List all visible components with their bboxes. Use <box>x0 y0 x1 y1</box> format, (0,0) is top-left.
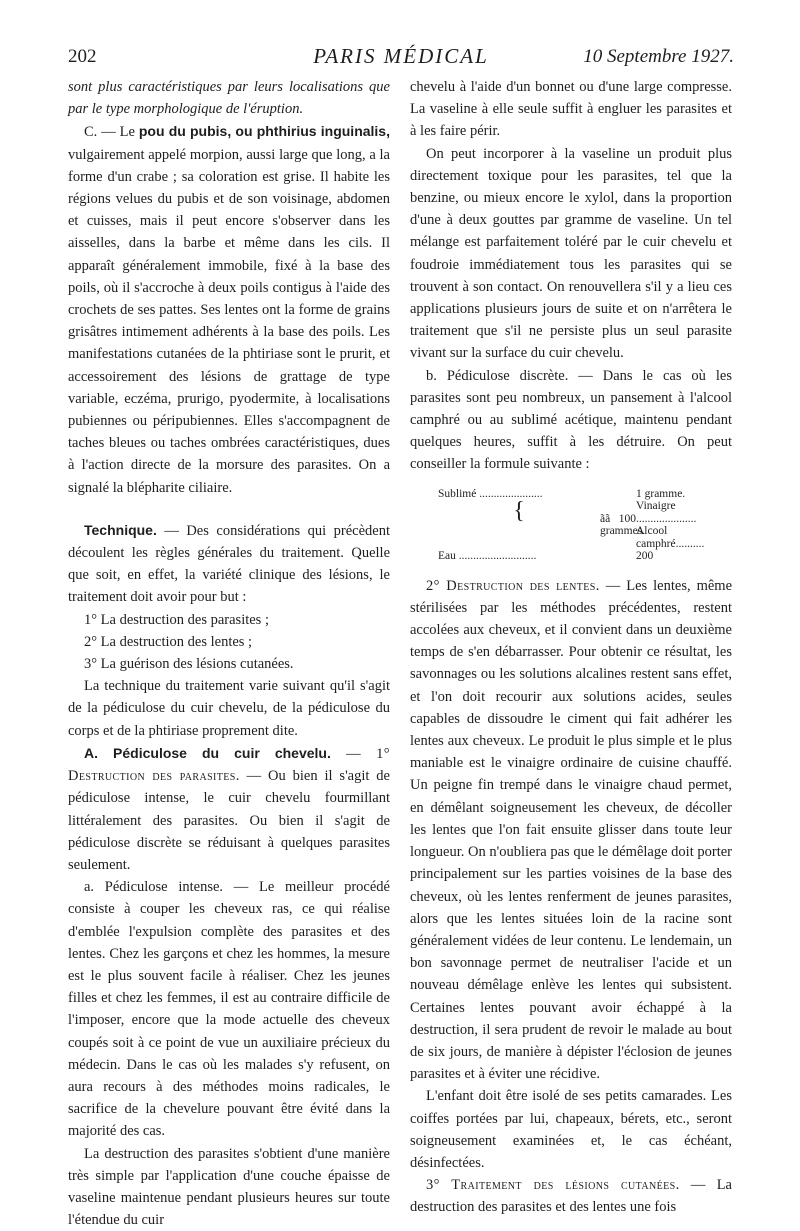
brace-glyph: { <box>513 498 525 525</box>
paragraph: b. Pédiculose discrète. — Dans le cas où les parasites sont peu nombreux, un pansement à l'alcool camphré ou au sublimé acétique, maintenu pendant quelques heures, suffit à les détruire. On peut conseiller la formule suivante : <box>410 367 732 473</box>
paragraph: sont plus caractéristiques par leurs localisations que par le type morphologique de l'éruption. <box>68 79 390 118</box>
paragraph-pou-du-pubis <box>68 120 390 498</box>
paragraph: a. Pédiculose intense. — Le meilleur procédé consiste à couper les cheveux ras, ce qui réalise d'emblée l'expulsion complète des parasites et des lentes. Chez les garçons et chez les hommes, la mesure est le plus souvent facile à réaliser. Chez les jeunes filles et chez les femmes, il est au contraire difficile de l'imposer, encore que la mode actuelle des cheveux coupés soit à ce point de vue un auxiliaire précieux du médecin. Dans le cas où les malades s'y refusent, on aura recours à des méthodes moins radicales, le sacrifice de la chevelure pouvant être évité dans la majorité des cas. <box>68 879 390 1140</box>
paragraph: On peut incorporer à la vaseline un produit plus directement toxique pour les parasites, tel que la benzine, ou mieux encore le xylol, dans la proportion d'une à deux gouttes par gramme de vaseline. Un tel mélange est parfaitement toléré par le cuir chevelu et foudroie immédiatement tous les parasites qui se trouvent à son contact. On renouvellera s'il y a lieu ces applications plusieurs jours de suite et on n'arrêtera le traitement que s'il ne persiste plus un seul parasite vivant sur la surface du cuir chevelu. <box>410 145 732 362</box>
list-item: 1° La destruction des parasites ; <box>84 611 269 628</box>
paragraph-lentes <box>410 575 732 1086</box>
page-number: 202 <box>68 46 97 67</box>
formula-ingredient: Sublimé ...................... <box>438 487 543 500</box>
list-item: 2° La destruction des lentes ; <box>84 633 253 650</box>
paragraph-text: — La destruction des parasites et des lentes une fois <box>410 1177 732 1216</box>
formula-ingredient: Vinaigre ..................... <box>636 500 697 525</box>
formula-ingredient: Eau ........................... <box>438 550 537 563</box>
formula-quantity <box>600 512 646 538</box>
paragraph-text: — Les lentes, même stérilisées par les méthodes précédentes, restent accolées aux cheveux, et il convient dans un deuxième temps de s'en débarrasser. Pour obtenir ce résultat, les savonnages ou les solutions alcalines restent sans effet, et l'on doit recourir aux solutions acides, seules capables de dissoudre le ciment qui fait adhérer les lentes aux cheveux. Le produit le plus simple et le plus maniable est le vinaigre ordinaire de cuisine chauffé. Un peigne fin trempé dans le vinaigre chaud permet, en démêlant soigneusement les cheveux, de décoller les lentes que l'on fait ensuite glisser dans toute leur longueur. On n'oubliera pas que le démêlage doit porter principalement sur les parties voisines de la base des cheveux, où les lentes renferment de jeunes parasites, alors que les lentes situées loin de la racine sont généralement vidées de leur contenu. Le lendemain, un bon savonnage permet de neutraliser l'acide et un nouveau démêlage enlève les lentes qui subsistent. Certaines lentes pouvant avoir échappé à la destruction, il sera prudent de revoir le malade au bout de six jours, de manière à dépister l'éclosion de jeunes parasites et à éviter une récidive. <box>410 577 733 1083</box>
paragraph-text: — Ou bien il s'agit de pédiculose intense, le cuir chevelu fourmillant littéralement des parasites. Ou bien il s'agit de pédiculose discrète se réduisant à quelques parasites seulement. <box>68 768 390 873</box>
paragraph: L'enfant doit être isolé de ses petits camarades. Les coiffes portées par lui, chapeaux, bérets, etc., seront soigneusement examinées et, le cas échéant, désinfectées. <box>410 1088 732 1171</box>
quantity: 100 grammes. <box>600 512 646 538</box>
paragraph-lesions <box>410 1174 732 1218</box>
left-column <box>68 76 390 1231</box>
ana-abbrev: ãã <box>600 512 611 525</box>
subsection-heading: 3° Traitement des lésions cutanées. <box>426 1177 680 1194</box>
paragraph: La destruction des parasites s'obtient d'une manière très simple par l'application d'une couche épaisse de vaseline maintenue pendant plusieurs heures sur toute l'étendue du cuir <box>68 1145 390 1229</box>
paragraph: chevelu à l'aide d'un bonnet ou d'une large compresse. La vaseline à elle seule suffit à engluer les parasites et à les faire périr. <box>410 79 732 140</box>
paragraph-text: vulgairement appelé morpion, aussi large que long, a la forme d'un crabe ; sa coloration est grise. Il habite les régions velues du pubis et de son voisinage, abdomen et cuisses, mais il peut encore s'observer dans les aisselles, dans la barbe et même dans les cils. Il apparaît généralement immobile, fixé à la base des poils, où il s'accroche à deux poils contigus à l'aide des crochets de ses pattes. Ses lentes ont la forme de grains grisâtres intimement adhérents à la base des poils. Les manifestations cutanées de la phtiriase sont le prurit, et accessoirement des lésions de grattage de type variable, eczéma, prurigo, pyodermite, à localisations pubiennes ou péripubiennes. Elles s'accompagnent de taches bleues ou taches ombrées caractéristiques, dues à l'action directe de la morsure des parasites. On a signalé la blépharite ciliaire. <box>68 146 390 496</box>
formula-ingredient: Alcool camphré.......... <box>636 525 705 550</box>
subsection-heading: — 1° Destruction des parasites. <box>68 745 390 785</box>
section-heading: A. Pédiculose du cuir chevelu. <box>84 744 331 761</box>
bold-term: pou du pubis, ou phthirius inguinalis, <box>138 123 390 140</box>
issue-date: 10 Septembre 1927. <box>583 46 734 67</box>
section-letter: C. — Le <box>84 124 139 141</box>
subsection-heading: 2° Destruction des lentes. <box>426 577 600 594</box>
technique-heading: Technique. <box>84 521 157 538</box>
paragraph: La technique du traitement varie suivant qu'il s'agit de la pédiculose du cuir chevelu, de la pédiculose du corps et de la phtiriase proprement dite. <box>68 678 390 739</box>
running-header <box>68 40 734 72</box>
formula-table <box>438 488 732 563</box>
journal-title: PARIS MÉDICAL <box>313 44 489 68</box>
right-column <box>410 76 732 1219</box>
paragraph-text: — Des considérations qui précèdent découlent les règles générales du traitement. Quelle que soit, en effet, la variété clinique des lésions, le traitement doit avoir pour but : <box>68 522 390 606</box>
aims-list <box>68 609 390 676</box>
list-item: 3° La guérison des lésions cutanées. <box>84 656 294 673</box>
paragraph-technique <box>68 519 390 609</box>
formula-quantity: 200 <box>636 550 654 563</box>
formula-quantity: 1 gramme. <box>636 487 686 500</box>
paragraph-section-a <box>68 742 390 876</box>
